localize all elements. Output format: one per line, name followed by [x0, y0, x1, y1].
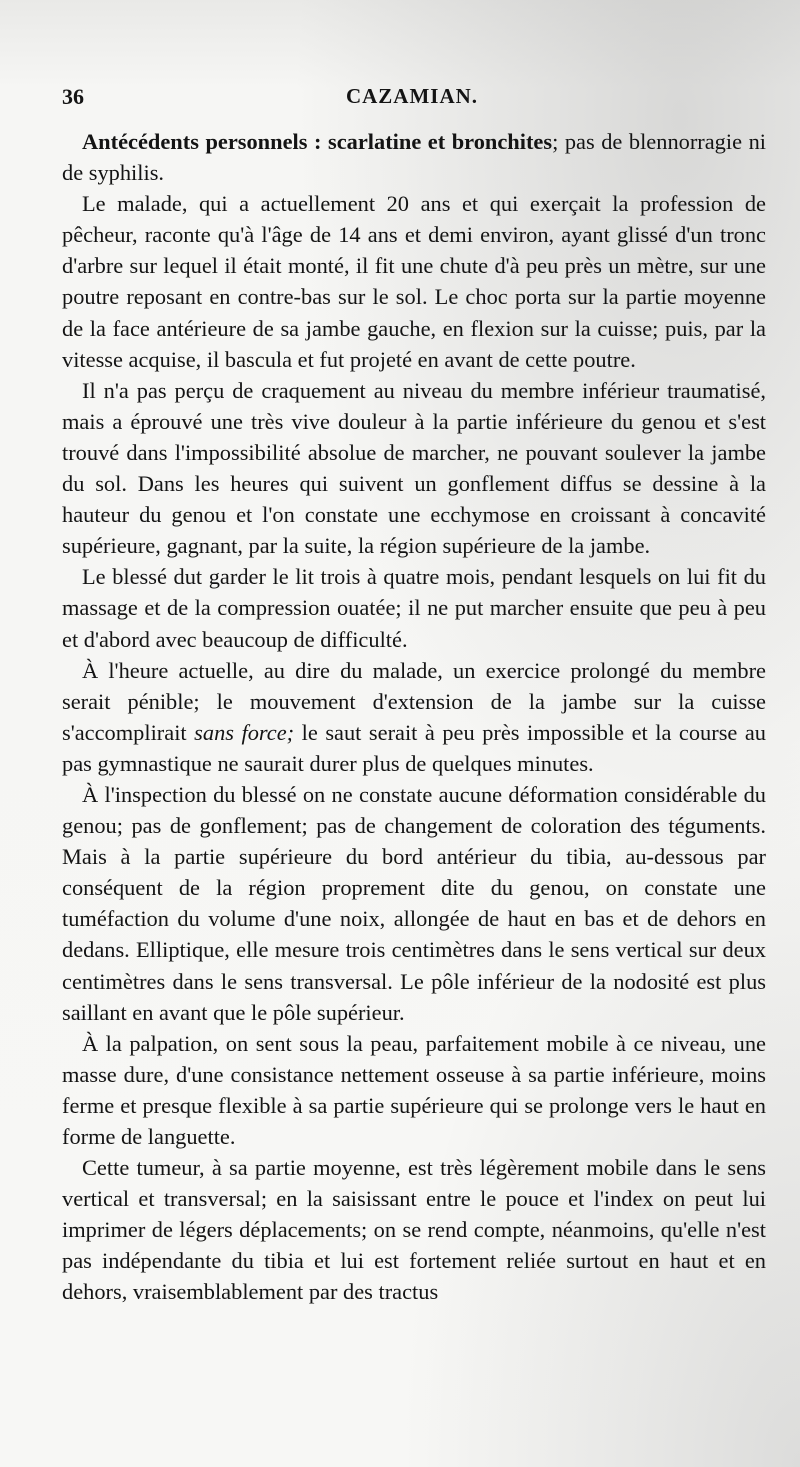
antecedents-lead: Antécédents personnels : scarlatine et bronchites: [82, 129, 553, 154]
antecedents-text: ; pas de blennorragie ni de syphilis.: [62, 129, 766, 186]
paragraph-symptoms: Il n'a pas perçu de craquement au niveau du membre inférieur traumatisé, mais a éprouvé une très vive douleur à la partie inférieure du genou et s'est trouvé dans l'impossibilité absolue de marcher, ne pouvant soulever la jambe du sol. Dans les heures qui suivent un gonflement diffus se dessine à la hauteur du genou et l'on constate une ecchymose en croissant à concavité supérieure, gagnant, par la suite, la région supérieure de la jambe.: [62, 377, 766, 559]
paragraph-palpation: À la palpation, on sent sous la peau, parfaitement mobile à ce niveau, une masse dure, d'une consistance nettement osseuse à sa partie inférieure, moins ferme et presque flexible à sa partie supérieure qui se prolonge vers le haut en forme de languette.: [62, 1030, 766, 1149]
paragraph-current-state: [62, 655, 766, 779]
running-head: [62, 84, 762, 114]
current-state-before: À l'heure actuelle, au dire du malade, un exercice prolongé du membre serait pénible; le mouvement d'extension de la jambe sur la cuisse s'accomplirait: [62, 657, 766, 745]
paragraph-inspection: À l'inspection du blessé on ne constate aucune déformation considérable du genou; pas de gonflement; pas de changement de coloration des téguments. Mais à la partie supérieure du bord antérieur du tibia, au-dessous par conséquent de la région proprement dite du genou, on constate une tuméfaction du volume d'une noix, allongée de haut en bas et de dehors en dedans. Elliptique, elle mesure trois centimètres dans le sens vertical sur deux centimètres dans le sens transversal. Le pôle inférieur de la nodosité est plus saillant en avant que le pôle supérieur.: [62, 781, 766, 1025]
paragraph-antecedents: [62, 126, 766, 188]
current-state-italic: sans force;: [194, 719, 295, 745]
paragraph-history: Le malade, qui a actuellement 20 ans et qui exerçait la profession de pêcheur, raconte qu'à l'âge de 14 ans et demi environ, ayant glissé d'un tronc d'arbre sur lequel il était monté, il fit une chute d'à peu près un mètre, sur une poutre reposant en contre-bas sur le sol. Le choc porta sur la partie moyenne de la face antérieure de sa jambe gauche, en flexion sur la cuisse; puis, par la vitesse acquise, il bascula et fut projeté en avant de cette poutre.: [62, 191, 766, 372]
page-number: 36: [62, 84, 84, 109]
body-text: [62, 126, 766, 1308]
current-state-after: le saut serait à peu près impossible et la course au pas gymnastique ne saurait durer plus de quelques minutes.: [62, 719, 767, 776]
paragraph-tumor: Cette tumeur, à sa partie moyenne, est très légèrement mobile dans le sens vertical et transversal; en la saisissant entre le pouce et l'index on peut lui imprimer de légers déplacements; on se rend compte, néanmoins, qu'elle n'est pas indépendante du tibia et lui est fortement reliée surtout en haut et en dehors, vraisemblablement par des tractus: [62, 1155, 766, 1305]
running-title: CAZAMIAN.: [345, 84, 479, 108]
paragraph-treatment: Le blessé dut garder le lit trois à quatre mois, pendant lesquels on lui fit du massage et de la compression ouatée; il ne put marcher ensuite que peu à peu et d'abord avec beaucoup de difficulté.: [62, 564, 766, 652]
